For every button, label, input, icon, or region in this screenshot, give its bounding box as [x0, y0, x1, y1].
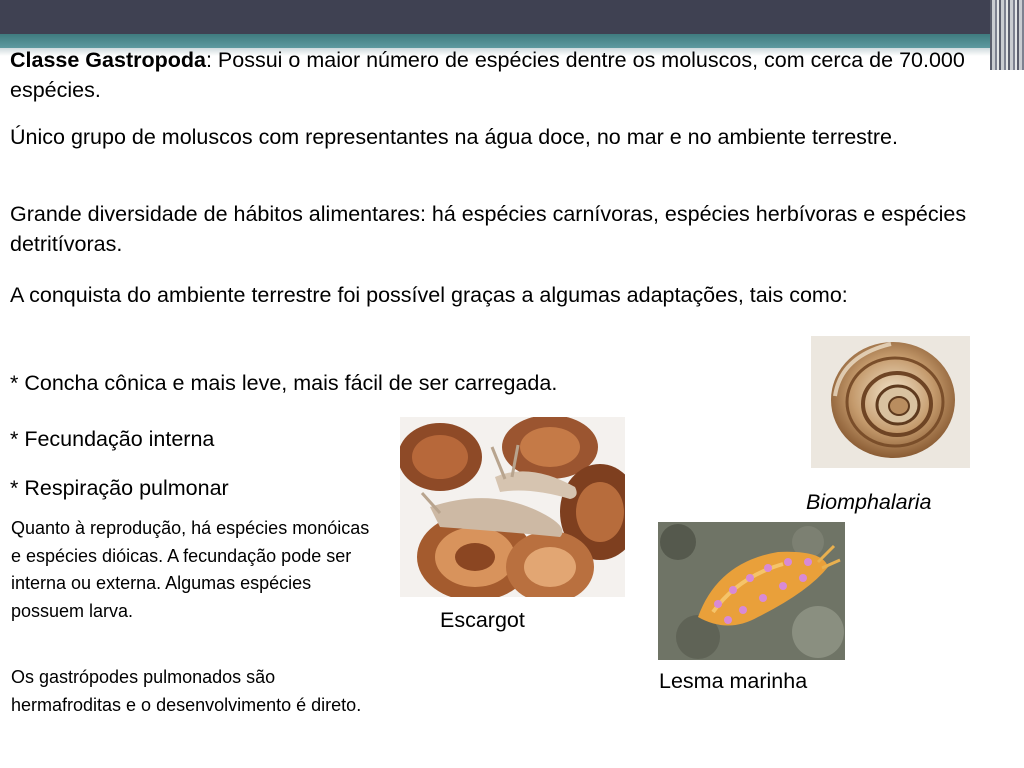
header-band — [0, 0, 990, 34]
biomphalaria-caption: Biomphalaria — [806, 490, 932, 514]
conquest-paragraph: A conquista do ambiente terrestre foi possível graças a algumas adaptações, tais como: — [10, 283, 848, 307]
adaptation-item: * Concha cônica e mais leve, mais fácil de ser carregada. — [10, 371, 558, 395]
intro-paragraph — [10, 45, 970, 105]
adaptation-item: * Fecundação interna — [10, 427, 215, 451]
biomphalaria-image — [811, 336, 970, 468]
sea-slug-image — [658, 522, 845, 660]
class-title: Classe Gastropoda — [10, 48, 206, 72]
habitat-paragraph: Único grupo de moluscos com representantes na água doce, no mar e no ambiente terrestre. — [10, 125, 898, 149]
sea-slug-caption: Lesma marinha — [659, 669, 808, 693]
header-stripes — [990, 0, 1024, 70]
escargot-caption: Escargot — [440, 608, 525, 632]
adaptation-item: * Respiração pulmonar — [10, 476, 229, 500]
intro-text: : Possui o maior número de espécies dentre os moluscos, com cerca de 70.000 espécies. — [10, 48, 965, 102]
development-note: Os gastrópodes pulmonados são hermafroditas e o desenvolvimento é direto. — [11, 667, 362, 715]
escargot-image — [400, 417, 625, 597]
feeding-paragraph: Grande diversidade de hábitos alimentares: há espécies carnívoras, espécies herbívoras e espécies detritívoras. — [10, 202, 967, 256]
reproduction-note: Quanto à reprodução, há espécies monóicas e espécies dióicas. A fecundação pode ser interna ou externa. Algumas espécies possuem larva. — [11, 518, 370, 621]
